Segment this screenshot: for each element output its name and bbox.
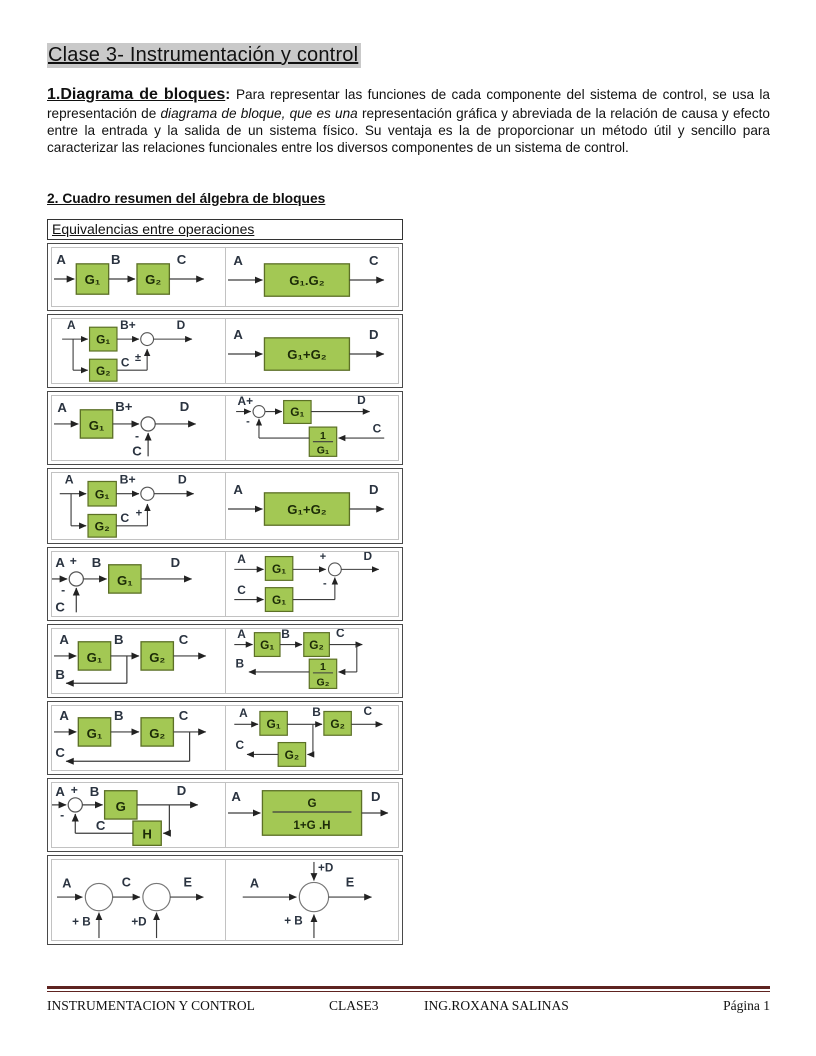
block-label: G₁ [271, 561, 286, 576]
table-row [47, 243, 403, 311]
table-row [47, 314, 403, 388]
signal-label: C [335, 628, 345, 640]
signal-label: B [114, 707, 124, 723]
page-title [47, 44, 770, 67]
signal-label: B [114, 631, 124, 647]
sign-label: + [69, 553, 78, 568]
equivalences-table [47, 219, 403, 945]
diagram-block-before-sum [226, 552, 398, 616]
signal-label: C [121, 874, 132, 889]
diagram-cell [52, 860, 226, 940]
signal-label: B [312, 705, 321, 719]
signal-label: A [64, 472, 74, 486]
table-row [47, 855, 403, 945]
signal-label: D [370, 788, 381, 804]
signal-label: C [179, 631, 189, 647]
diagram-combined-product [226, 248, 398, 306]
block-label: G₂ [284, 747, 299, 762]
diagram-cell [52, 629, 226, 693]
sign-label: - [60, 807, 65, 822]
diagram-cell [226, 396, 399, 460]
table-row [47, 701, 403, 775]
signal-label: C [55, 598, 66, 614]
sign-label: - [322, 577, 327, 590]
signal-label: A [56, 251, 67, 267]
diagram-closed-form [226, 783, 398, 847]
signal-label: A [55, 554, 66, 570]
intro-lead: Para representar las funciones de cada componente del sistema de control, se usa la representación de [47, 87, 770, 122]
intro-colon: : [225, 86, 236, 103]
diagram-cell [226, 629, 399, 693]
sign-label: - [61, 582, 66, 597]
summing-junction [253, 405, 265, 417]
block-label: G₂ [94, 519, 110, 534]
signal-label: D [178, 472, 187, 486]
document-content [47, 44, 770, 945]
table-row [47, 624, 403, 698]
footer-page-number: Página 1 [723, 998, 770, 1013]
table-row [47, 547, 403, 621]
diagram-cell [52, 706, 226, 770]
sign-label: - [135, 428, 140, 443]
signal-label: C [372, 421, 381, 436]
block-label: G₂ [149, 649, 166, 665]
table-row [47, 468, 403, 544]
block-label: G₁ [88, 417, 105, 433]
intro-italic: diagrama de bloque, que es una [160, 106, 358, 122]
signal-label: D [180, 398, 190, 414]
diagram-cell [226, 248, 399, 306]
signal-label: A [237, 551, 246, 566]
signal-label: D [368, 326, 379, 342]
diagram-tap-via-inverse [226, 629, 398, 693]
block-label: G₁ [259, 637, 275, 652]
diagram-cell [52, 473, 226, 539]
table-row [47, 391, 403, 465]
diagram-inverse-feedback [226, 396, 398, 460]
block-label: G₁ [86, 725, 103, 741]
footer-course: INSTRUMENTACION Y CONTROL [47, 998, 255, 1013]
signal-label: C [235, 737, 244, 752]
sign-label: + [135, 506, 143, 519]
signal-label: D [176, 318, 186, 332]
signal-label: A [233, 252, 243, 268]
diagram-cell [52, 783, 226, 847]
summing-junction [141, 416, 155, 430]
block-label: G₁+G₂ [286, 346, 327, 362]
sign-label: - [245, 414, 250, 427]
block-label: G₂ [330, 716, 345, 731]
intro-heading: 1.Diagrama de bloques [47, 86, 226, 103]
diagram-cell [52, 396, 226, 460]
footer-author: ING.ROXANA SALINAS [424, 998, 569, 1013]
signal-label: C [177, 251, 187, 267]
signal-label: A [231, 788, 241, 804]
diagram-sum-then-block [52, 553, 224, 615]
block-label: G₁ [266, 716, 281, 731]
signal-label: A [233, 326, 243, 342]
diagram-cell [226, 552, 399, 616]
block-label: H [142, 825, 153, 841]
block-label: G₂ [96, 363, 111, 378]
signal-label: B [111, 251, 121, 267]
intro-paragraph [47, 85, 770, 157]
summing-junction [86, 883, 113, 910]
fraction-numerator: 1 [319, 660, 326, 673]
signal-label: A [233, 481, 243, 497]
diagram-single-summer [226, 860, 398, 940]
summing-junction [68, 797, 82, 811]
signal-label: D [368, 481, 379, 497]
diagram-combined-sum [226, 322, 398, 380]
signal-label: A [59, 707, 70, 723]
block-label: G₁.G₂ [289, 272, 325, 288]
block-label: G [115, 798, 127, 814]
summing-junction [141, 487, 154, 500]
table-header-cell [47, 219, 403, 240]
signal-label: E [345, 874, 355, 889]
fraction-numerator: 1 [319, 429, 326, 442]
diagram-two-summers [52, 860, 224, 940]
diagram-cell [52, 319, 226, 383]
block-label: G₁ [271, 592, 286, 607]
signal-label: C [132, 442, 142, 458]
fraction-denominator: G₂ [316, 676, 330, 689]
sign-label: +D [131, 914, 147, 928]
fraction-denominator: G₁ [316, 444, 329, 457]
block-label: G₁ [84, 271, 101, 287]
block-label: G₁ [95, 486, 110, 501]
signal-label: A [238, 705, 248, 720]
diagram-cell [226, 860, 399, 940]
diagram-block-subtract [52, 397, 224, 459]
signal-label: D [356, 395, 366, 407]
signal-label: A+ [237, 395, 253, 408]
diagram-parallel-sum-plus [52, 473, 224, 539]
signal-label: C [120, 510, 130, 525]
block-label: G₁ [96, 332, 111, 347]
summing-junction [141, 332, 154, 345]
signal-label: B+ [115, 398, 133, 414]
block-label: G₁ [117, 572, 133, 588]
diagram-cell [226, 319, 399, 383]
signal-label: B+ [119, 472, 136, 486]
signal-label: C [121, 355, 130, 370]
signal-label: B+ [120, 318, 136, 332]
block-label: G₂ [149, 725, 166, 741]
footer-divider [47, 986, 770, 992]
signal-label: A [55, 783, 66, 799]
diagram-cell [52, 248, 226, 306]
block-label: G₁ [86, 649, 103, 665]
summing-junction [69, 571, 83, 585]
diagram-tap-via-block [226, 706, 398, 770]
signal-label: D [363, 551, 372, 563]
diagram-cell [226, 706, 399, 770]
diagram-cell [52, 552, 226, 616]
signal-label: C [363, 705, 372, 718]
summing-junction [143, 883, 170, 910]
sign-label: ± [135, 351, 142, 364]
sign-label: + [70, 782, 79, 797]
signal-label: B [92, 554, 102, 570]
sign-label: + [319, 551, 326, 563]
signal-label: A [249, 875, 259, 890]
block-label: G₂ [145, 271, 162, 287]
signal-label: A [57, 399, 68, 415]
section-2-heading: 2. Cuadro resumen del álgebra de bloques [47, 190, 326, 206]
signal-label: D [177, 782, 187, 798]
table-header-text: Equivalencias entre operaciones [52, 220, 255, 237]
signal-label: A [237, 628, 246, 641]
signal-label: B [235, 655, 244, 670]
signal-label: B [55, 666, 66, 682]
signal-label: A [59, 631, 70, 647]
summing-junction [328, 563, 341, 576]
signal-label: A [67, 318, 76, 332]
page-footer [47, 986, 770, 1016]
signal-label: C [55, 744, 66, 760]
signal-label: B [89, 783, 100, 799]
sign-label: + B [72, 914, 91, 928]
signal-label: C [237, 582, 246, 597]
page-title-text: Clase 3- Instrumentación y control [47, 43, 361, 68]
signal-label: A [62, 875, 72, 890]
footer-class: CLASE3 [329, 998, 379, 1013]
signal-label: B [280, 628, 290, 641]
diagram-cell [226, 473, 399, 539]
table-row [47, 778, 403, 852]
diagram-tap-intermediate [52, 630, 224, 692]
block-label: G₂ [309, 637, 324, 652]
fraction-denominator: 1+G .H [293, 818, 331, 832]
signal-label: C [179, 707, 189, 723]
diagram-parallel-sum [52, 319, 224, 383]
fraction-numerator: G [307, 796, 317, 810]
sign-label: + B [283, 913, 303, 927]
diagram-series-cascade [52, 248, 224, 306]
signal-label: C [96, 817, 106, 833]
block-label: G₁ [290, 404, 305, 419]
signal-label: E [183, 874, 193, 889]
diagram-cell [226, 783, 399, 847]
signal-label: D [170, 554, 181, 570]
diagram-combined-sum [226, 477, 398, 535]
diagram-tap-output [52, 706, 224, 770]
signal-label: C [368, 252, 379, 268]
diagram-feedback-loop [52, 783, 224, 847]
sign-label: +D [317, 861, 334, 875]
block-label: G₁+G₂ [286, 501, 327, 517]
summing-junction [299, 882, 328, 911]
intro-rest: representación gráfica y abreviada de la relación de causa y efecto entre la entrada y la salida de un sistema físico. Su ventaja es la de proporcionar un método útil y sencillo para caracterizar las relaciones funcionales entre los diversos componentes de un sistema de control. [47, 106, 770, 156]
